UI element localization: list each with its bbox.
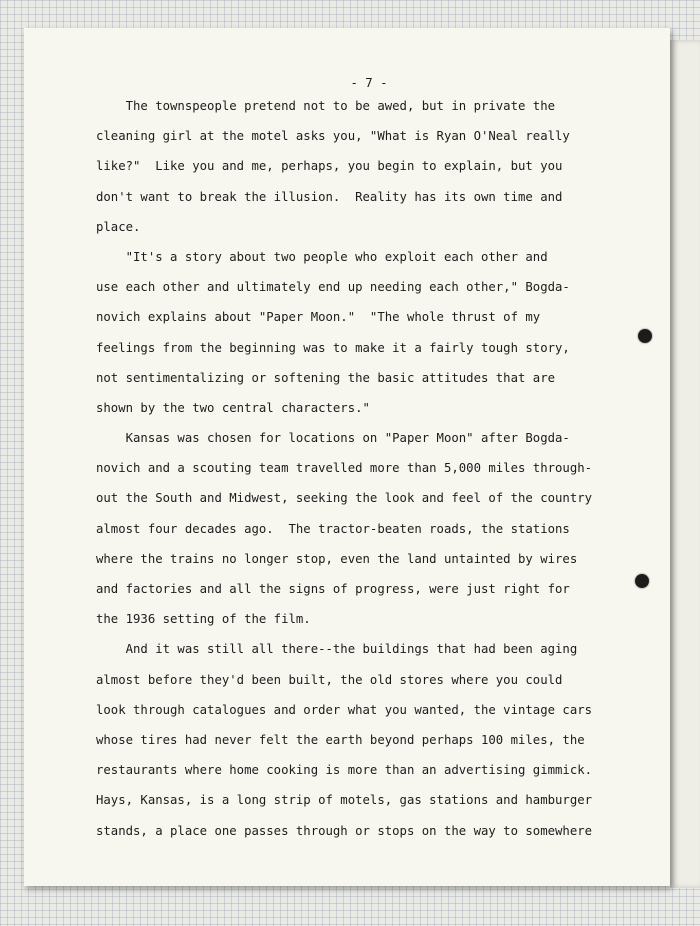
text-line: shown by the two central characters." — [96, 400, 370, 415]
document-page — [24, 28, 670, 886]
text-line: "It's a story about two people who exploit each other and — [96, 249, 548, 264]
text-line: the 1936 setting of the film. — [96, 612, 311, 627]
text-line: novich and a scouting team travelled more than 5,000 miles through- — [96, 461, 593, 476]
text-line: look through catalogues and order what you wanted, the vintage cars — [96, 702, 593, 717]
text-line: out the South and Midwest, seeking the look and feel of the country — [96, 491, 593, 506]
text-line: feelings from the beginning was to make it a fairly tough story, — [96, 340, 570, 355]
body-text — [96, 91, 626, 846]
text-line: not sentimentalizing or softening the basic attitudes that are — [96, 370, 556, 385]
text-line: cleaning girl at the motel asks you, "What is Ryan O'Neal really — [96, 129, 570, 144]
text-line: and factories and all the signs of progress, were just right for — [96, 582, 570, 596]
text-line: use each other and ultimately end up needing each other," Bogda- — [96, 280, 570, 295]
text-line: don't want to break the illusion. Reality has its own time and — [96, 189, 563, 204]
text-line: And it was still all there--the buildings that had been aging — [96, 642, 578, 657]
text-line: Kansas was chosen for locations on "Paper Moon" after Bogda- — [96, 431, 570, 446]
text-line: like?" Like you and me, perhaps, you begin to explain, but you — [96, 159, 563, 174]
adjacent-page-edge — [670, 40, 700, 888]
page-number: - 7 - — [350, 76, 388, 90]
text-line: stands, a place one passes through or stops on the way to somewhere — [96, 823, 593, 838]
text-line: The townspeople pretend not to be awed, but in private the — [96, 99, 556, 113]
text-line: Hays, Kansas, is a long strip of motels, gas stations and hamburger — [96, 793, 593, 808]
binder-hole-lower — [635, 574, 649, 588]
text-line: where the trains no longer stop, even the land untainted by wires — [96, 551, 578, 566]
binder-hole-upper — [638, 329, 652, 343]
text-line: novich explains about "Paper Moon." "The whole thrust of my — [96, 310, 541, 325]
text-line: place. — [96, 219, 141, 234]
text-line: restaurants where home cooking is more than an advertising gimmick. — [96, 763, 593, 778]
text-line: almost before they'd been built, the old stores where you could — [96, 672, 563, 687]
text-line: almost four decades ago. The tractor-beaten roads, the stations — [96, 521, 570, 536]
text-line: whose tires had never felt the earth beyond perhaps 100 miles, the — [96, 732, 585, 747]
